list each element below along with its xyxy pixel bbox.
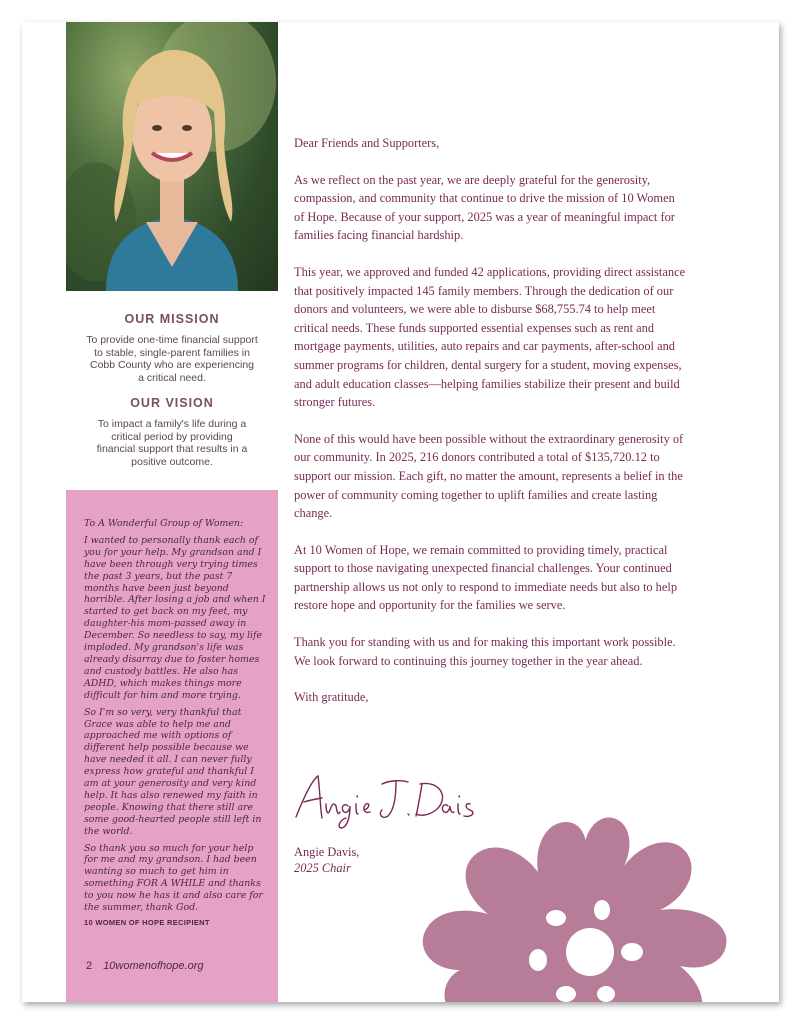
letter-paragraph: This year, we approved and funded 42 applications, providing direct assistance that positively impacted 145 family members. Through the dedication of our donors and volunteers, we were able to disburse $68,755.74 to help meet critical needs. These funds supported essential expenses such as rent and mortgage payments, utilities, auto repairs and car payments, after-school and summer programs for children, dental surgery for a student, moving expenses, and adult education classes—helping families stabilize their present and build stronger futures. bbox=[294, 264, 686, 410]
testimonial-salutation: To A Wonderful Group of Women: bbox=[84, 518, 244, 529]
chair-portrait-photo bbox=[66, 22, 278, 291]
letter-paragraph: As we reflect on the past year, we are deeply grateful for the generosity, compassion, and community that continue to drive the mission of 10 Women of Hope. Because of your support, 2025 was a year of meaningful impact for families facing financial hardship. bbox=[294, 172, 675, 243]
letter-greeting: Dear Friends and Supporters, bbox=[294, 136, 440, 150]
vision-heading: OUR VISION bbox=[130, 396, 214, 410]
letter-paragraph: None of this would have been possible without the extraordinary generosity of our community. In 2025, 216 donors contributed a total of $135,720.12 to support our mission. Each gift, no matter the amount, represents a belief in the power of community coming together to uplift families and create lasting change. bbox=[294, 431, 684, 521]
testimonial-panel bbox=[66, 490, 278, 1002]
letter-body bbox=[294, 134, 686, 725]
testimonial-attribution: 10 WOMEN OF HOPE RECIPIENT bbox=[84, 918, 210, 927]
page-footer bbox=[86, 960, 203, 972]
signer-block bbox=[294, 844, 359, 876]
flower-graphic bbox=[410, 802, 779, 1002]
signer-role: 2025 Chair bbox=[294, 861, 351, 875]
page-number: 2 bbox=[86, 960, 93, 972]
letter-paragraph: Thank you for standing with us and for making this important work possible. We look forward to continuing this journey together in the year ahead. bbox=[294, 635, 676, 668]
signer-name: Angie Davis, bbox=[294, 845, 360, 859]
vision-section bbox=[66, 396, 278, 468]
letter-page bbox=[22, 22, 779, 1002]
testimonial-paragraph: So I'm so very, very thankful that Grace was able to help me and approached me with options of different help possible because we have needed it all. I can never fully express how grateful and thankful I am at your generosity and very kind help. It has also renewed my faith in people. Knowing that there still are some good-hearted people still left in the world. bbox=[84, 706, 262, 837]
vision-text: To impact a family's life during a critical period by providing financial support that results in a positive outcome. bbox=[96, 418, 248, 468]
letter-paragraph: At 10 Women of Hope, we remain committed to providing timely, practical support to those navigating unexpected financial challenges. Your continued partnership allows us not only to respond to immediate needs but also to help restore hope and opportunity for the families we serve. bbox=[294, 542, 678, 613]
mission-section bbox=[66, 312, 278, 384]
testimonial-paragraph: I wanted to personally thank each of you for your help. My grandson and I have been through very trying times the past 3 years, but the past 7 months have been just beyond horrible. After losing a job and when I started to get back on my feet, my daughter-his mom-passed away in December. So needless to say, my life imploded. My grandson's life was already disarray due to foster homes and custody battles. He also has ADHD, which makes things more difficult for him and more trying. bbox=[84, 534, 266, 701]
footer-url[interactable]: 10womenofhope.org bbox=[103, 960, 204, 972]
testimonial-paragraph: So thank you so much for your help for me and my grandson. I had been wanting so much to get him in something FOR A WHILE and thanks to you now he has it and also care for the summer, thank God. bbox=[84, 842, 263, 914]
letter-closing: With gratitude, bbox=[294, 690, 369, 705]
testimonial-text bbox=[84, 518, 269, 929]
mission-text: To provide one-time financial support to stable, single-parent families in Cobb County who are experiencing a critical need. bbox=[86, 334, 258, 384]
mission-heading: OUR MISSION bbox=[124, 312, 220, 326]
